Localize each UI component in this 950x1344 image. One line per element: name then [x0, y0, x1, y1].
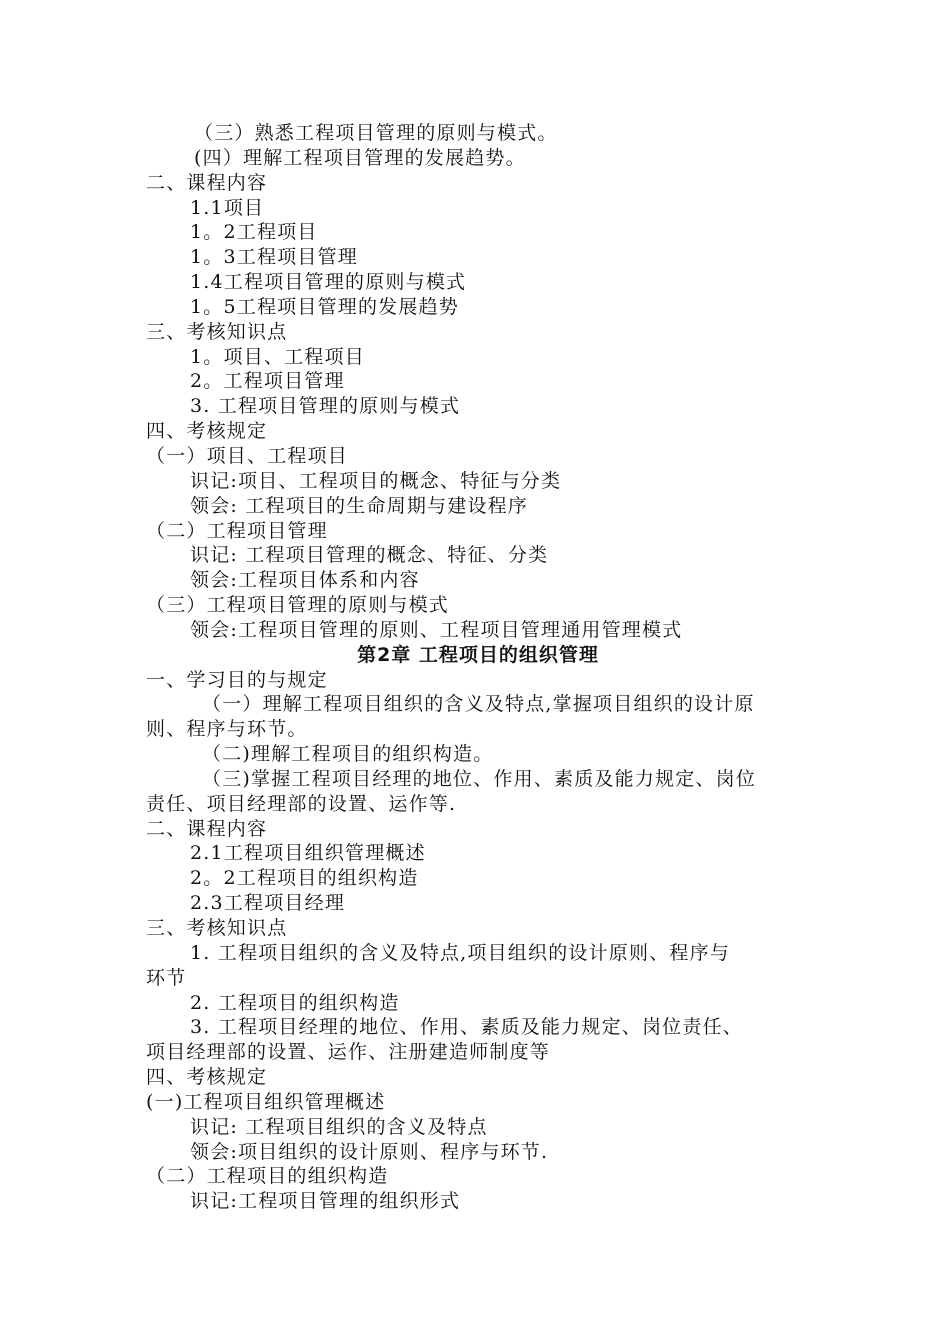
subsection-heading: (一)工程项目组织管理概述	[146, 1090, 386, 1113]
text-line: 领会:项目组织的设计原则、程序与环节.	[190, 1140, 549, 1163]
text-line: 1。2工程项目	[190, 221, 318, 244]
text-line: 环节	[146, 966, 187, 989]
text-line: 识记: 工程项目管理的概念、特征、分类	[190, 544, 549, 567]
text-line: 识记: 工程项目组织的含义及特点	[190, 1115, 488, 1138]
section-heading: 四、考核规定	[146, 420, 268, 443]
subsection-heading: （二）工程项目的组织构造	[146, 1165, 389, 1188]
text-line: 则、程序与环节。	[146, 718, 308, 741]
text-line: 2.3工程项目经理	[190, 892, 346, 915]
text-line: （二)理解工程项目的组织构造。	[202, 743, 494, 766]
section-heading: 四、考核规定	[146, 1066, 268, 1089]
text-line: 1。5工程项目管理的发展趋势	[190, 295, 459, 318]
text-line: 领会:工程项目体系和内容	[190, 569, 420, 592]
subsection-heading: （一）项目、工程项目	[146, 444, 349, 467]
text-line: 2。2工程项目的组织构造	[190, 867, 419, 890]
text-line: 2.1工程项目组织管理概述	[190, 842, 426, 865]
chapter-title: 第2章 工程项目的组织管理	[357, 643, 599, 666]
text-line: 识记:工程项目管理的组织形式	[190, 1190, 461, 1213]
text-line: 1。项目、工程项目	[190, 345, 365, 368]
text-line: 项目经理部的设置、运作、注册建造师制度等	[146, 1041, 551, 1064]
subsection-heading: （二）工程项目管理	[146, 519, 328, 542]
section-heading: 二、课程内容	[146, 171, 268, 194]
section-heading: 三、考核知识点	[146, 917, 288, 939]
text-line: 1。3工程项目管理	[190, 246, 358, 269]
document-body	[146, 121, 810, 1214]
text-line: 识记:项目、工程项目的概念、特征与分类	[190, 469, 562, 492]
section-heading: 二、课程内容	[146, 817, 268, 840]
text-line: 3. 工程项目管理的原则与模式	[190, 395, 461, 418]
text-line: 1.4工程项目管理的原则与模式	[190, 271, 467, 294]
text-line: 3. 工程项目经理的地位、作用、素质及能力规定、岗位责任、	[190, 1016, 743, 1039]
text-line: 2。工程项目管理	[190, 370, 345, 393]
text-line: (四）理解工程项目管理的发展趋势。	[194, 146, 526, 169]
text-line: 2. 工程项目的组织构造	[190, 991, 400, 1014]
text-line: （三)掌握工程项目经理的地位、作用、素质及能力规定、岗位	[202, 767, 757, 790]
section-heading: 三、考核知识点	[146, 320, 288, 343]
text-line: 领会:工程项目管理的原则、工程项目管理通用管理模式	[190, 618, 683, 641]
text-line: 1.1项目	[190, 196, 265, 219]
text-line: 领会: 工程项目的生命周期与建设程序	[190, 494, 529, 517]
text-line: 责任、项目经理部的设置、运作等.	[146, 792, 457, 815]
text-line: （一）理解工程项目组织的含义及特点,掌握项目组织的设计原	[202, 693, 755, 716]
text-line: 1. 工程项目组织的含义及特点,项目组织的设计原则、程序与	[190, 941, 731, 964]
subsection-heading: （三）工程项目管理的原则与模式	[146, 594, 450, 617]
text-line: （三）熟悉工程项目管理的原则与模式。	[194, 122, 558, 144]
section-heading: 一、学习目的与规定	[146, 668, 328, 691]
